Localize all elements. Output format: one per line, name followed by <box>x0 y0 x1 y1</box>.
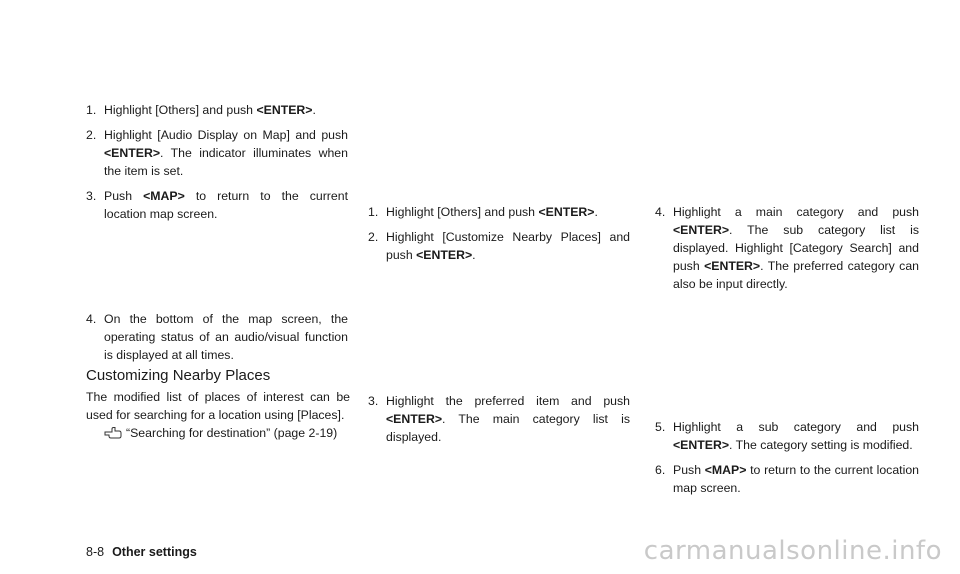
enter-key-label: <ENTER> <box>104 146 161 160</box>
enter-key-label: <ENTER> <box>386 412 443 426</box>
step-number: 2. <box>368 230 379 244</box>
enter-key-label: <ENTER> <box>704 259 761 273</box>
steps-audio-display <box>86 101 348 230</box>
footer-section-title: Other settings <box>112 545 197 559</box>
step-4 <box>655 203 919 293</box>
step-text: Highlight [Others] and push <ENTER>. <box>104 103 316 117</box>
step-3-preferred-item <box>368 392 630 453</box>
step-text: Highlight the preferred item and push <ENTER>. The main category list is displayed. <box>386 394 630 444</box>
reference-pointer-icon <box>104 426 122 440</box>
step-text: Highlight [Audio Display on Map] and push <ENTER>. The indicator illuminates when the item is set. <box>104 128 348 178</box>
step-number: 1. <box>368 205 379 219</box>
step-number: 5. <box>655 420 666 434</box>
steps-nearby-places-start <box>368 203 630 271</box>
step-text: Highlight [Others] and push <ENTER>. <box>386 205 598 219</box>
step-6 <box>655 461 919 497</box>
step-number: 2. <box>86 128 97 142</box>
step-number: 3. <box>86 189 97 203</box>
watermark: carmanualsonline.info <box>643 536 942 566</box>
step-4 <box>86 310 348 364</box>
section-heading: Customizing Nearby Places <box>86 367 271 384</box>
enter-key-label: <ENTER> <box>673 223 730 237</box>
map-key-label: <MAP> <box>143 189 185 203</box>
step-number: 3. <box>368 394 379 408</box>
step-4-audio-status <box>86 310 348 371</box>
step-text: Push <MAP> to return to the current location map screen. <box>673 463 919 495</box>
step-number: 1. <box>86 103 97 117</box>
step-1 <box>86 101 348 119</box>
step-5 <box>655 418 919 454</box>
enter-key-label: <ENTER> <box>673 438 730 452</box>
step-number: 4. <box>86 312 97 326</box>
step-3 <box>86 187 348 223</box>
enter-key-label: <ENTER> <box>416 248 473 262</box>
steps-sub-category <box>655 418 919 504</box>
page-footer <box>86 545 197 559</box>
page-reference <box>86 424 337 442</box>
step-text: On the bottom of the map screen, the operating status of an audio/visual function is displayed at all times. <box>104 312 348 362</box>
section-body-text: The modified list of places of interest can be used for searching for a location using [Places]. <box>86 390 350 422</box>
enter-key-label: <ENTER> <box>256 103 313 117</box>
step-2 <box>86 126 348 180</box>
enter-key-label: <ENTER> <box>538 205 595 219</box>
step-number: 4. <box>655 205 666 219</box>
page-reference-text: “Searching for destination” (page 2-19) <box>126 426 338 440</box>
step-text: Highlight [Customize Nearby Places] and push <ENTER>. <box>386 230 630 262</box>
step-2 <box>368 228 630 264</box>
step-3 <box>368 392 630 446</box>
page-number: 8-8 <box>86 545 105 559</box>
step-4-main-category <box>655 203 919 300</box>
section-body <box>86 388 350 445</box>
step-text: Push <MAP> to return to the current location map screen. <box>104 189 348 221</box>
step-text: Highlight a sub category and push <ENTER>. The category setting is modified. <box>673 420 919 452</box>
map-key-label: <MAP> <box>704 463 747 477</box>
step-1 <box>368 203 630 221</box>
step-text: Highlight a main category and push <ENTER>. The sub category list is displayed. Highlight [Category Search] and push <ENTER>. The preferred category can also be input directly. <box>673 205 919 291</box>
step-number: 6. <box>655 463 666 477</box>
